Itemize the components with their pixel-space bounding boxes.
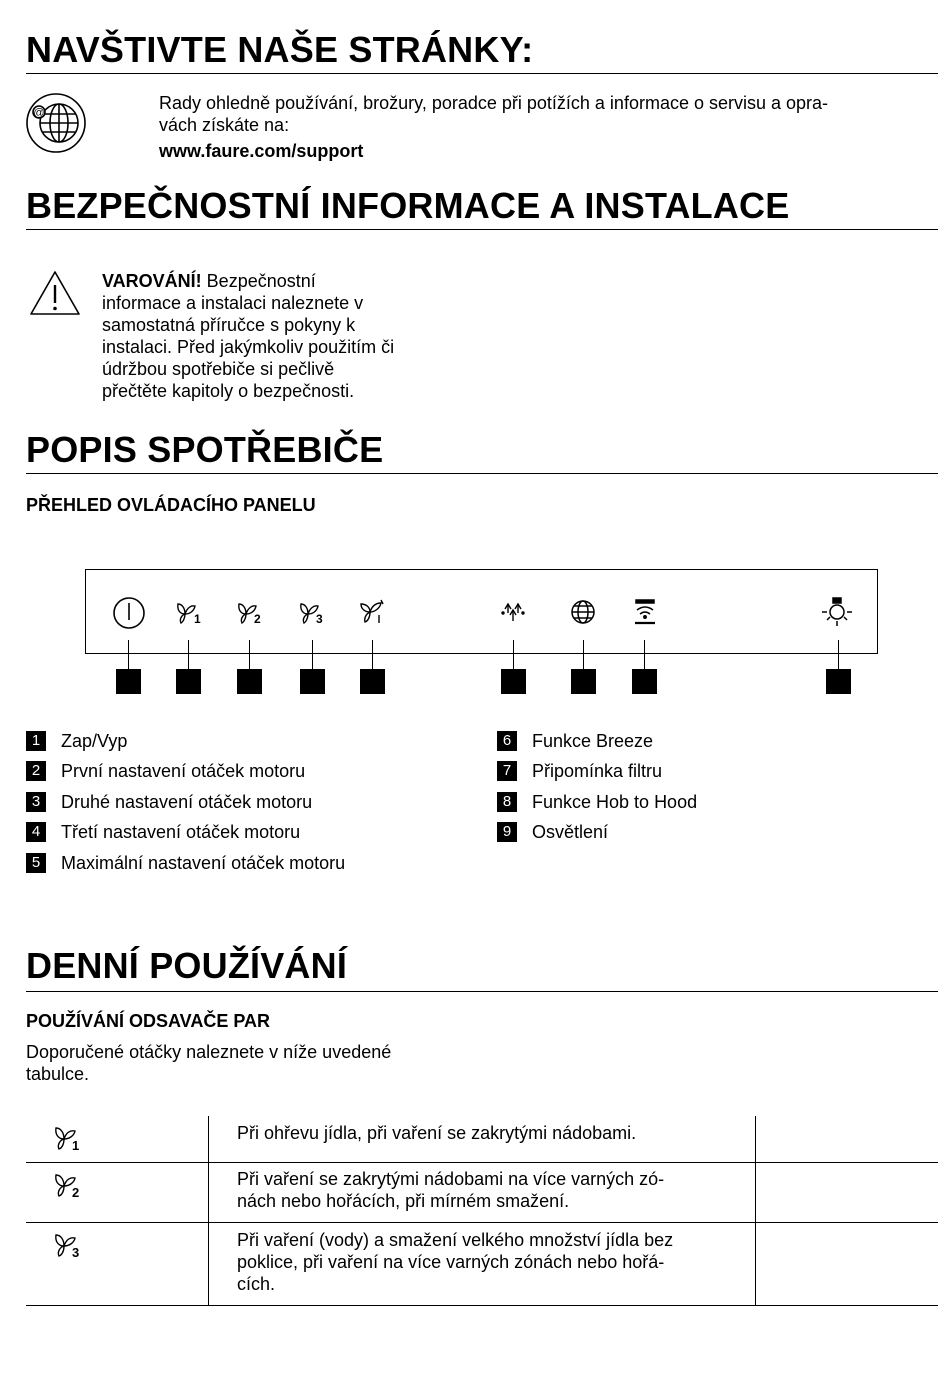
table-cell-text: Při vaření se zakrytými nádobami na více varných zó- nách nebo hořácích, při mírném smažení. bbox=[237, 1169, 665, 1211]
fan-speed-1-icon bbox=[52, 1124, 86, 1157]
callout-leader bbox=[372, 640, 373, 670]
legend-item bbox=[26, 791, 312, 813]
callout-marker bbox=[300, 669, 325, 694]
table-row bbox=[26, 1223, 938, 1306]
callout-marker bbox=[176, 669, 201, 694]
light-icon[interactable] bbox=[819, 596, 855, 633]
callout-marker bbox=[116, 669, 141, 694]
legend-item bbox=[26, 821, 300, 843]
section-title-daily: DENNÍ POUŽÍVÁNÍ bbox=[26, 946, 938, 992]
legend-item bbox=[497, 791, 697, 813]
legend-number: 4 bbox=[26, 822, 46, 842]
warning-triangle-icon bbox=[29, 269, 81, 317]
legend-number: 9 bbox=[497, 822, 517, 842]
svg-text:2: 2 bbox=[254, 612, 261, 626]
callout-leader bbox=[838, 640, 839, 670]
legend-label: První nastavení otáček motoru bbox=[61, 761, 306, 781]
table-row bbox=[26, 1116, 938, 1163]
callout-leader bbox=[312, 640, 313, 670]
legend-label: Zap/Vyp bbox=[61, 731, 128, 751]
warning-label: VAROVÁNÍ! bbox=[102, 271, 202, 291]
fan-speed-2-icon[interactable] bbox=[235, 600, 265, 631]
svg-text:@: @ bbox=[33, 107, 45, 119]
legend-item bbox=[26, 730, 127, 752]
legend-number: 3 bbox=[26, 792, 46, 812]
legend-number: 6 bbox=[497, 731, 517, 751]
legend-label: Funkce Breeze bbox=[532, 731, 654, 751]
hood-usage-intro: Doporučené otáčky naleznete v níže uvedené tabulce. bbox=[26, 1042, 392, 1084]
power-icon[interactable] bbox=[112, 596, 146, 635]
section-title-safety: BEZPEČNOSTNÍ INFORMACE A INSTALACE bbox=[26, 186, 938, 230]
legend-label: Osvětlení bbox=[532, 822, 609, 842]
legend-label: Třetí nastavení otáček motoru bbox=[61, 822, 301, 842]
visit-text: Rady ohledně používání, brožury, poradce při potížích a informace o servisu a opra- vách získáte na: bbox=[159, 93, 829, 135]
legend-item bbox=[26, 852, 345, 874]
svg-text:3: 3 bbox=[316, 612, 323, 626]
fan-max-icon[interactable] bbox=[357, 598, 387, 631]
breeze-icon[interactable] bbox=[499, 599, 527, 630]
section-title-description: POPIS SPOTŘEBIČE bbox=[26, 430, 938, 474]
svg-text:1: 1 bbox=[72, 1138, 80, 1152]
hob-to-hood-icon[interactable] bbox=[631, 597, 659, 632]
callout-leader bbox=[128, 640, 129, 670]
table-row bbox=[26, 1163, 938, 1223]
callout-leader bbox=[249, 640, 250, 670]
fan-speed-1-icon[interactable] bbox=[174, 600, 204, 631]
legend-label: Maximální nastavení otáček motoru bbox=[61, 853, 346, 873]
callout-leader bbox=[644, 640, 645, 670]
support-link[interactable]: www.faure.com/support bbox=[159, 141, 364, 161]
callout-leader bbox=[583, 640, 584, 670]
panel-overview-subtitle: PŘEHLED OVLÁDACÍHO PANELU bbox=[26, 495, 316, 515]
table-cell-text: Při vaření (vody) a smažení velkého množství jídla bez poklice, při vaření na více varných zónách nebo hořá- cích. bbox=[237, 1230, 674, 1294]
legend-item bbox=[497, 730, 653, 752]
legend-label: Druhé nastavení otáček motoru bbox=[61, 792, 313, 812]
legend-number: 2 bbox=[26, 761, 46, 781]
callout-marker bbox=[632, 669, 657, 694]
web-globe-at-icon bbox=[25, 92, 87, 154]
warning-block bbox=[102, 270, 442, 402]
callout-leader bbox=[188, 640, 189, 670]
filter-reminder-icon[interactable] bbox=[569, 598, 597, 631]
fan-speed-3-icon[interactable] bbox=[297, 600, 327, 631]
fan-speed-3-icon bbox=[52, 1231, 86, 1264]
legend-item bbox=[26, 760, 305, 782]
legend-item bbox=[497, 821, 608, 843]
legend-item bbox=[497, 760, 662, 782]
callout-marker bbox=[826, 669, 851, 694]
warning-text: Bezpečnostní informace a instalaci naleznete v samostatná příručce s pokyny k instalaci. Před jakýmkoliv použitím či údržbou spotřebiče si pečlivě přečtěte kapitoly o bezpečnosti. bbox=[102, 271, 395, 401]
svg-text:2: 2 bbox=[72, 1185, 80, 1199]
legend-number: 8 bbox=[497, 792, 517, 812]
callout-marker bbox=[571, 669, 596, 694]
hood-usage-subtitle: POUŽÍVÁNÍ ODSAVAČE PAR bbox=[26, 1011, 271, 1031]
svg-text:3: 3 bbox=[72, 1245, 80, 1259]
svg-text:1: 1 bbox=[194, 612, 201, 626]
legend-number: 5 bbox=[26, 853, 46, 873]
legend-label: Připomínka filtru bbox=[532, 761, 663, 781]
legend-number: 1 bbox=[26, 731, 46, 751]
section-title-visit: NAVŠTIVTE NAŠE STRÁNKY: bbox=[26, 30, 938, 74]
callout-leader bbox=[513, 640, 514, 670]
legend-label: Funkce Hob to Hood bbox=[532, 792, 698, 812]
legend-number: 7 bbox=[497, 761, 517, 781]
fan-speed-2-icon bbox=[52, 1171, 86, 1204]
callout-marker bbox=[237, 669, 262, 694]
callout-marker bbox=[360, 669, 385, 694]
callout-marker bbox=[501, 669, 526, 694]
speed-recommendation-table bbox=[26, 1116, 938, 1306]
table-cell-text: Při ohřevu jídla, při vaření se zakrytými nádobami. bbox=[237, 1123, 637, 1143]
